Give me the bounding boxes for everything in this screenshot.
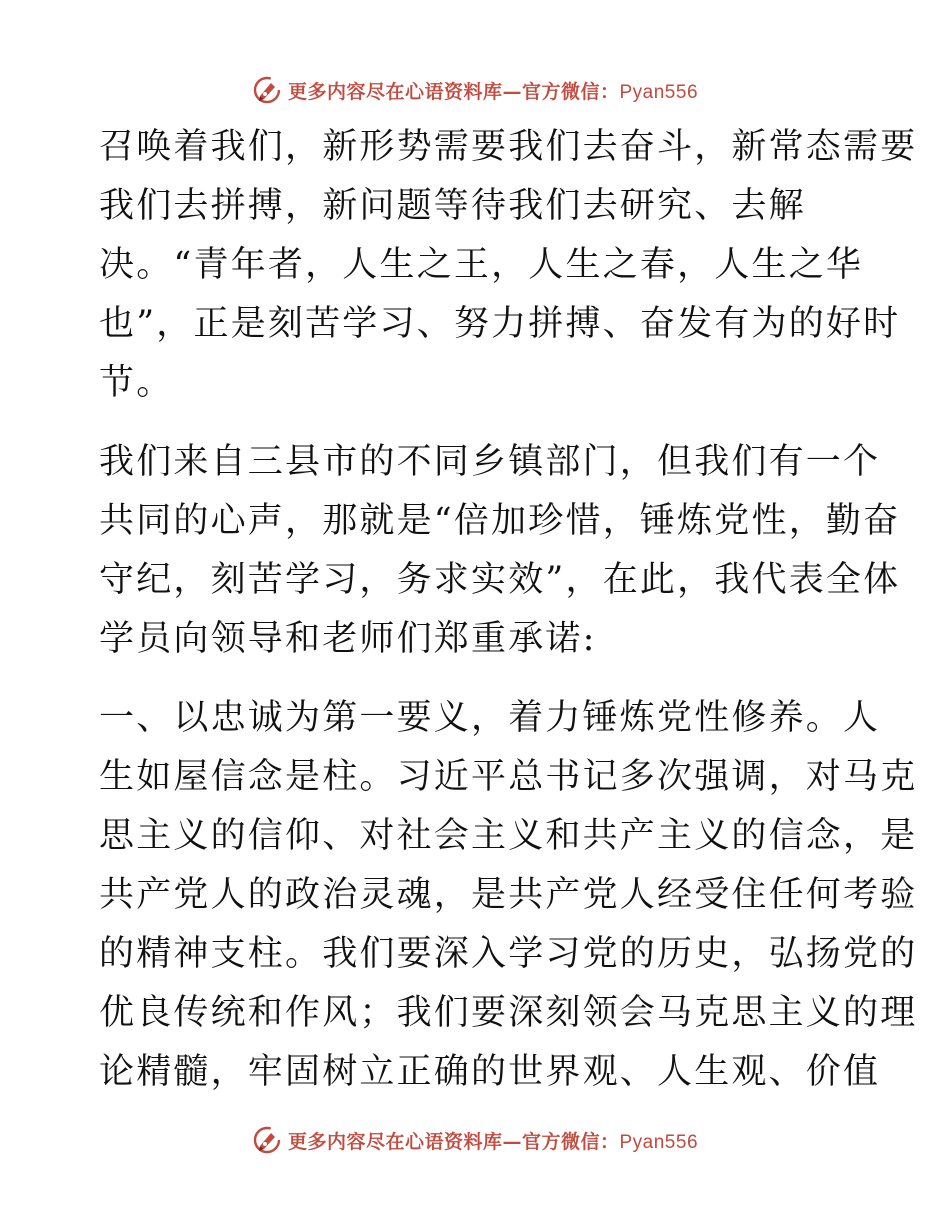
pen-logo-icon [252, 1125, 282, 1155]
paragraph-line: 决。“青年者，人生之王，人生之春，人生之华 [99, 245, 864, 285]
paragraph-line: 召唤着我们，新形势需要我们去奋斗，新常态需要 [99, 127, 918, 167]
header-banner-handle: Pyan556 [619, 81, 699, 103]
paragraph-line: 共产党人的政治灵魂，是共产党人经受住任何考验 [99, 875, 918, 915]
footer-banner-separator: — [502, 1130, 522, 1153]
footer-banner-main: 更多内容尽在心语资料库 [287, 1130, 503, 1153]
paragraph-line: 我们来自三县市的不同乡镇部门，但我们有一个 [99, 442, 881, 482]
header-banner-text [288, 77, 698, 104]
footer-banner [0, 1120, 950, 1160]
paragraph-line: 的精神支柱。我们要深入学习党的历史，弘扬党的 [99, 934, 918, 974]
footer-banner-handle: Pyan556 [619, 1131, 699, 1153]
paragraph-line: 守纪，刻苦学习，务求实效”，在此，我代表全体 [99, 560, 901, 600]
document-body [99, 118, 918, 1102]
header-banner-main: 更多内容尽在心语资料库 [287, 80, 503, 103]
paragraph-line: 一、以忠诚为第一要义，着力锤炼党性修养。人 [99, 698, 881, 738]
paragraph-line: 共同的心声，那就是“倍加珍惜，锤炼党性，勤奋 [99, 501, 901, 541]
paragraph-line: 优良传统和作风；我们要深刻领会马克思主义的理 [99, 993, 918, 1033]
paragraph-line: 学员向领导和老师们郑重承诺: [99, 619, 597, 659]
paragraph-2 [99, 433, 901, 669]
paragraph-line: 节。 [99, 363, 174, 403]
paragraph-line: 生如屋信念是柱。习近平总书记多次强调，对马克 [99, 757, 918, 797]
paragraph-line: 思主义的信仰、对社会主义和共产主义的信念，是 [99, 816, 918, 856]
footer-banner-text [288, 1127, 698, 1154]
header-banner-label: 官方微信： [521, 80, 620, 103]
paragraph-3 [99, 689, 918, 1102]
paragraph-line: 论精髓，牢固树立正确的世界观、人生观、价值 [99, 1052, 881, 1092]
pen-logo-icon [252, 75, 282, 105]
footer-banner-label: 官方微信： [521, 1130, 620, 1153]
paragraph-line: 也”，正是刻苦学习、努力拼搏、奋发有为的好时 [99, 304, 901, 344]
header-banner-separator: — [502, 80, 522, 103]
paragraph-1 [99, 118, 918, 413]
header-banner [0, 70, 950, 110]
paragraph-line: 我们去拼搏，新问题等待我们去研究、去解 [99, 186, 806, 226]
